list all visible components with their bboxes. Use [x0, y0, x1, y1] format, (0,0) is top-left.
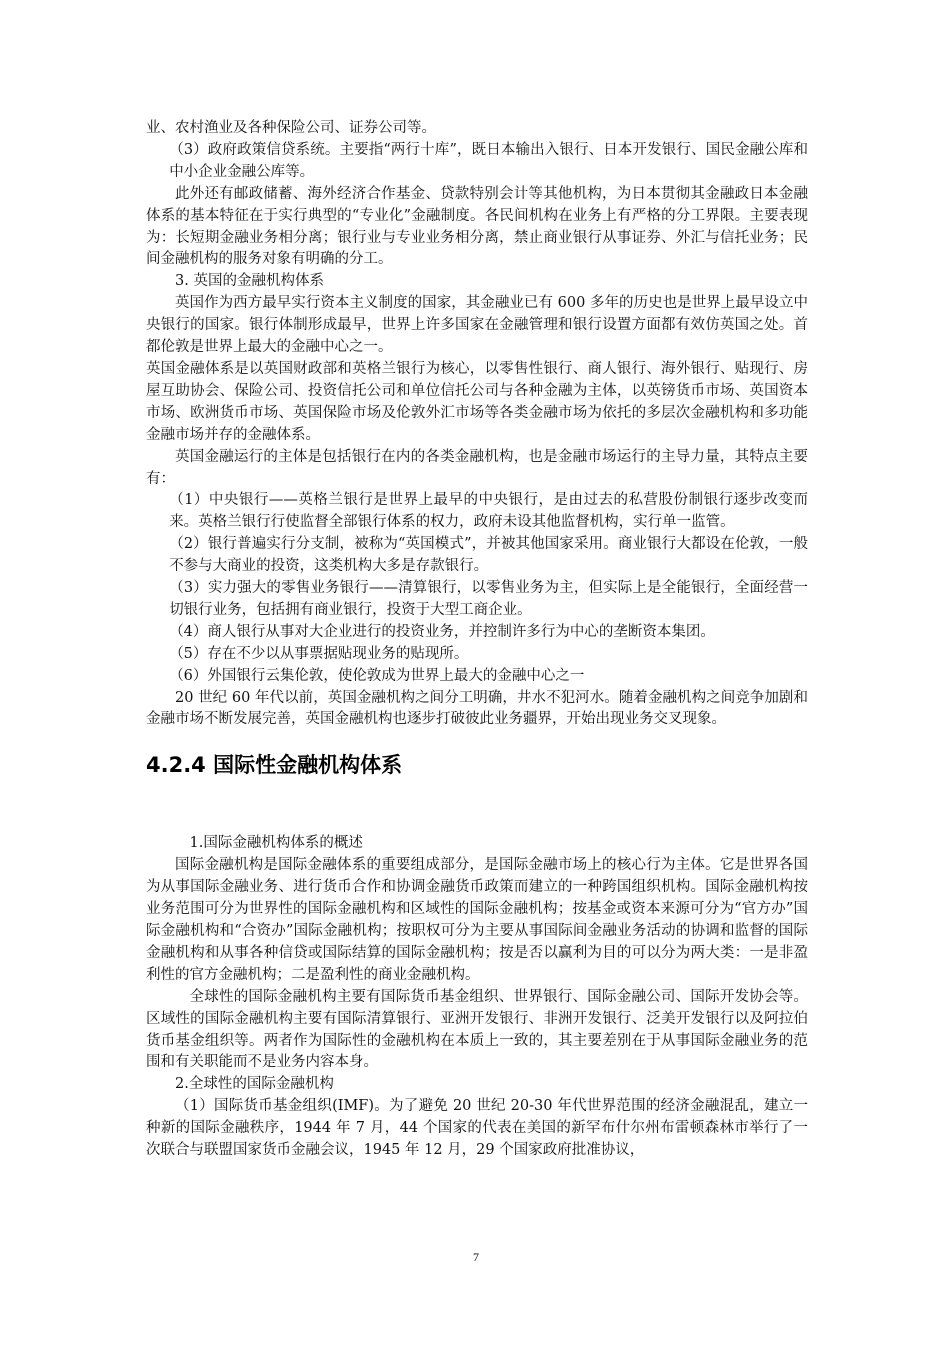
paragraph: 英国金融体系是以英国财政部和英格兰银行为核心，以零售性银行、商人银行、海外银行、贴现行、房屋互助协会、保险公司、投资信托公司和单位信托公司与各种金融为主体，以英镑货币市场、英国资本市场、欧洲货币市场、英国保险市场及伦敦外汇市场等各类金融市场为依托的多层次金融机构和多功能金融市场并存的金融体系。 [146, 360, 808, 443]
paragraph: （3）政府政策信贷系统。主要指“两行十库”，既日本输出入银行、日本开发银行、国民金融公库和中小企业金融公库等。 [169, 141, 808, 180]
list-item: （5）存在不少以从事票据贴现业务的贴现所。 [169, 645, 469, 662]
list-item: （3）实力强大的零售业务银行——清算银行，以零售业务为主，但实际上是全能银行，全面经营一切银行业务，包括拥有商业银行，投资于大型工商企业。 [169, 580, 808, 618]
paragraph: 英国金融运行的主体是包括银行在内的各类金融机构，也是金融市场运行的主导力量，其特点主要有： [146, 448, 808, 487]
body-text-lower [146, 833, 808, 1162]
paragraph: 国际金融机构是国际金融体系的重要组成部分，是国际金融市场上的核心行为主体。它是世界各国为从事国际金融业务、进行货币合作和协调金融货币政策而建立的一种跨国组织机构。国际金融机构按业务范围可分为世界性的国际金融机构和区域性的国际金融机构；按基金或资本来源可分为“官方办”国际金融机构和“合资办”国际金融机构；按职权可分为主要从事国际间金融业务活动的协调和监督的国际金融机构和从事各种信贷或国际结算的国际金融机构；按是否以赢利为目的可以分为两大类：一是非盈利性的官方金融机构；二是盈利性的商业金融机构。 [146, 857, 808, 983]
body-text-upper [146, 118, 808, 731]
document-page [146, 118, 808, 1162]
subsection-title: 2.全球性的国际金融机构 [175, 1076, 334, 1093]
list-item: （1）中央银行——英格兰银行是世界上最早的中央银行，是由过去的私营股份制银行逐步改变而来。英格兰银行行使监督全部银行体系的权力，政府未设其他监督机构，实行单一监管。 [169, 492, 808, 531]
section-heading: 4.2.4 国际性金融机构体系 [146, 753, 403, 778]
page-number: 7 [473, 1250, 479, 1264]
paragraph: 此外还有邮政储蓄、海外经济合作基金、贷款特别会计等其他机构，为日本贯彻其金融政日本金融体系的基本特征在于实行典型的“专业化”金融制度。各民间机构在业务上有严格的分工界限。主要表现为：长短期金融业务相分离；银行业与专业业务相分离，禁止商业银行从事证券、外汇与信托业务；民间金融机构的服务对象有明确的分工。 [146, 185, 808, 268]
list-item: （4）商人银行从事对大企业进行的投资业务，并控制许多行为中心的垄断资本集团。 [169, 623, 715, 640]
list-item: （2）银行普遍实行分支制，被称为“英国模式”，并被其他国家采用。商业银行大都设在伦敦，一般不参与大商业的投资，这类机构大多是存款银行。 [169, 536, 808, 575]
paragraph: （1）国际货币基金组织(IMF)。为了避免 20 世纪 20-30 年代世界范围的经济金融混乱，建立一种新的国际金融秩序，1944 年 7 月，44 个国家的代表在美国的新罕布什尔州布雷顿森林市举行了一次联合与联盟国家货币金融会议，1945 年 12 月，29 个国家政府批准协议， [146, 1098, 808, 1159]
paragraph: 业、农村渔业及各种保险公司、证券公司等。 [146, 120, 436, 136]
paragraph: 英国作为西方最早实行资本主义制度的国家，其金融业已有 600 多年的历史也是世界上最早设立中央银行的国家。银行体制形成最早，世界上许多国家在金融管理和银行设置方面都有效仿英国之处。首都伦敦是世界上最大的金融中心之一。 [146, 295, 808, 356]
subsection-title: 1.国际金融机构体系的概述 [189, 835, 363, 852]
paragraph: 20 世纪 60 年代以前，英国金融机构之间分工明确，井水不犯河水。随着金融机构之间竞争加剧和金融市场不断发展完善，英国金融机构也逐步打破彼此业务疆界，开始出现业务交叉现象。 [146, 689, 808, 728]
subsection-title: 3. 英国的金融机构体系 [175, 273, 324, 290]
list-item: （6）外国银行云集伦敦，使伦敦成为世界上最大的金融中心之一 [169, 667, 585, 684]
paragraph: 全球性的国际金融机构主要有国际货币基金组织、世界银行、国际金融公司、国际开发协会等。区域性的国际金融机构主要有国际清算银行、亚洲开发银行、非洲开发银行、泛美开发银行以及阿拉伯货币基金组织等。两者作为国际性的金融机构在本质上一致的，其主要差别在于从事国际金融业务的范围和有关职能而不是业务内容本身。 [146, 988, 808, 1071]
